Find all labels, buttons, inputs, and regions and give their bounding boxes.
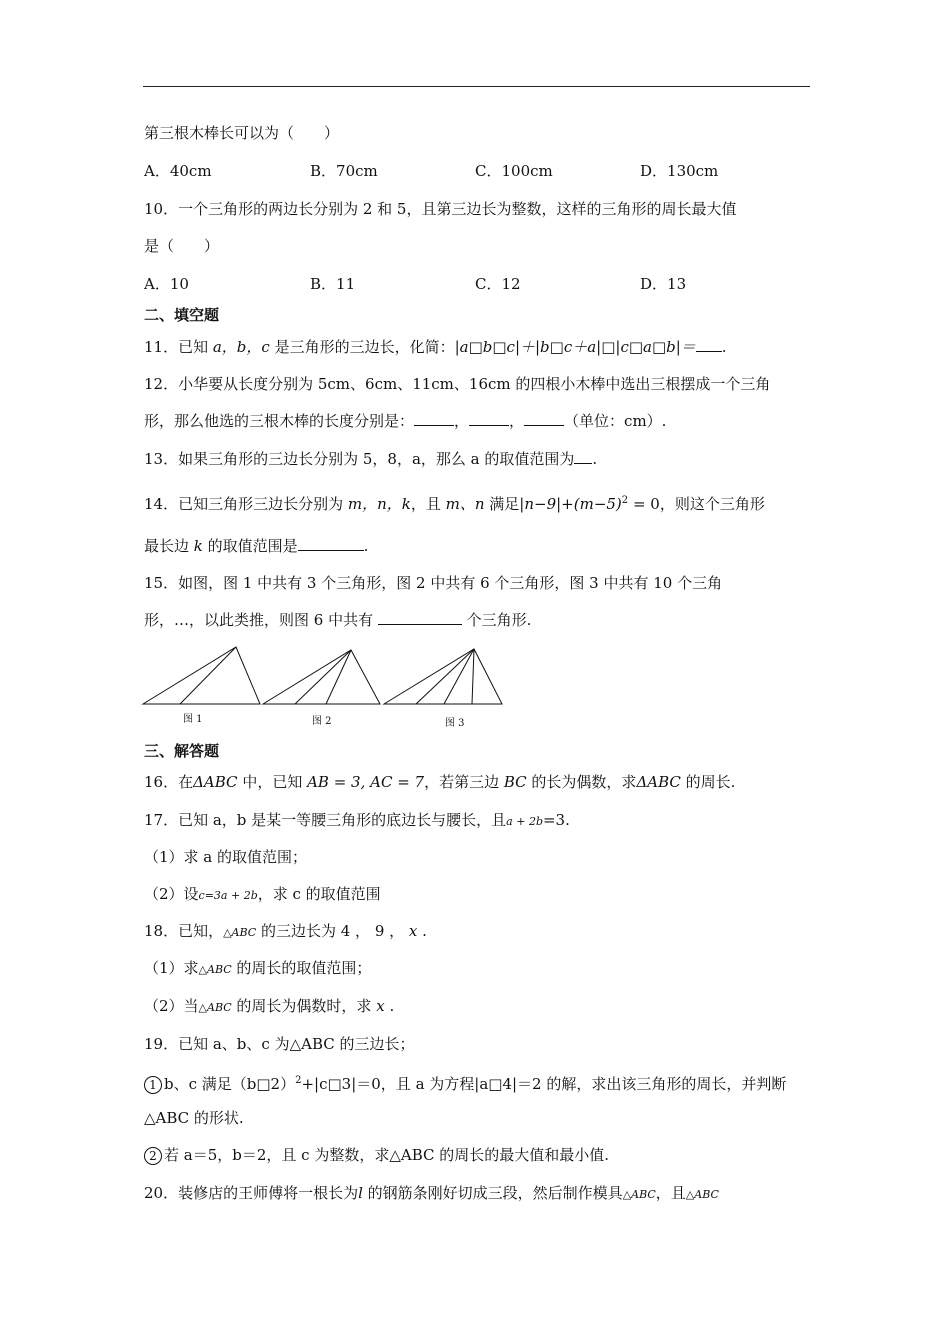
- figure-2-label: 图 2: [312, 716, 332, 727]
- q14-var-k: k: [193, 537, 203, 555]
- q9-option-d: D．130cm: [640, 162, 719, 180]
- q19-part2-text: 若 a＝5，b＝2，且 c 为整数，求△ABC 的周长的最大值和最小值.: [164, 1146, 610, 1164]
- q16-a: 16．在: [144, 773, 194, 791]
- q16-b: 中，已知: [237, 773, 308, 791]
- figure-2: [263, 650, 380, 704]
- q12-text: 形，那么他选的三根木棒的长度分别是：: [144, 412, 415, 430]
- q15-line2-a: 形，…，以此类推，则图 6 中共有: [144, 611, 378, 629]
- q13-suffix: .: [592, 450, 598, 468]
- q11-middle: 是三角形的三边长，化简：: [269, 338, 455, 356]
- figure-1-outline: [143, 647, 260, 704]
- q14-a: 14．已知三角形三边长分别为: [144, 495, 348, 513]
- q19-part2-marker: 2: [144, 1147, 162, 1165]
- q15-line2-b: 个三角形.: [461, 611, 532, 629]
- q18-sub2-a: （2）当: [144, 997, 199, 1015]
- q18-sub2: [144, 996, 394, 1018]
- q18-a: 18．已知，: [144, 922, 224, 940]
- q15-answer-blank: [378, 610, 462, 625]
- q18-sub2-b: 的周长为偶数时，求: [231, 997, 377, 1015]
- q18-sub1-b: 的周长的取值范围；: [231, 959, 372, 977]
- q14-line1: [144, 491, 765, 514]
- q9-option-a: A．40cm: [144, 162, 212, 180]
- q9-option-b: B．70cm: [310, 162, 378, 180]
- q16-side-bc: BC: [503, 773, 527, 791]
- q17-sub2-a: （2）设: [144, 885, 199, 903]
- q17-sub2: [144, 884, 381, 906]
- q10-stem-line2: 是（ ）: [144, 237, 220, 255]
- q20: [144, 1183, 719, 1205]
- q14-expression: |n−9|+(m−5): [519, 495, 622, 513]
- q18: [144, 921, 427, 943]
- q20-c: ，且: [655, 1184, 686, 1202]
- q11-vars: a，b，c: [212, 338, 270, 356]
- q10-option-d: D．13: [640, 275, 687, 293]
- q11-expression: |a□b□c|＋|b□c＋a|□|c□a□b|＝: [454, 338, 696, 356]
- q10-option-b: B．11: [310, 275, 356, 293]
- q18-triangle: △ABC: [223, 926, 257, 939]
- q14-line2-b: 的取值范围是: [202, 537, 298, 555]
- q18-sub1: [144, 958, 371, 980]
- q12-sep-1: ，: [454, 412, 470, 430]
- q11: [144, 337, 727, 357]
- q15-line1: 15．如图，图 1 中共有 3 个三角形，图 2 中共有 6 个三角形，图 3 中共有 10 个三角: [144, 574, 723, 592]
- q12-sep-2: ，: [509, 412, 525, 430]
- q14-line2-a: 最长边: [144, 537, 194, 555]
- q20-triangle: △ABC: [622, 1188, 656, 1201]
- q14-line2-c: .: [363, 537, 369, 555]
- q16-triangle-2: ΔABC: [636, 773, 681, 791]
- q16-triangle: ΔABC: [193, 773, 238, 791]
- q12-blank-3: [524, 411, 564, 426]
- q17-b: =3.: [542, 811, 570, 829]
- q16-d: 的长为偶数，求: [526, 773, 637, 791]
- q17-sub2-expression: c=3a + 2b: [198, 889, 258, 902]
- figure-2-cevian-1: [295, 650, 351, 704]
- q12-line1: 12．小华要从长度分别为 5cm、6cm、11cm、16cm 的四根小木棒中选出三根摆成一个三角: [144, 375, 771, 393]
- section-fill-in-title: 二、填空题: [144, 306, 220, 324]
- q10-option-a: A．10: [144, 275, 189, 293]
- q14-b: ，且: [410, 495, 446, 513]
- q19-part1-a: b、c 满足（b□2）: [164, 1075, 296, 1093]
- q16-e: 的周长.: [680, 773, 736, 791]
- q18-sub2-triangle: △ABC: [198, 1001, 232, 1014]
- q17-expression: a + 2b: [506, 815, 543, 828]
- q18-sub2-c: .: [384, 997, 395, 1015]
- figure-1: [143, 647, 260, 704]
- q20-triangle-2: △ABC: [685, 1188, 719, 1201]
- q17-sub1: （1）求 a 的取值范围；: [144, 848, 308, 866]
- q13: [144, 449, 597, 469]
- q15-line2: [144, 610, 531, 630]
- q14-vars2: m、n: [445, 495, 485, 513]
- q9-option-c: C．100cm: [475, 162, 553, 180]
- q18-sub1-a: （1）求: [144, 959, 199, 977]
- q11-suffix: .: [721, 338, 727, 356]
- q19-part1-line2: △ABC 的形状.: [144, 1109, 244, 1127]
- figure-3-cevian-1: [416, 649, 474, 704]
- q12-line2: [144, 411, 666, 431]
- figure-2-outline: [263, 650, 380, 704]
- figure-1-cevian: [180, 647, 236, 704]
- q11-prefix: 11．已知: [144, 338, 213, 356]
- q16-condition: AB = 3, AC = 7: [307, 773, 425, 791]
- q16-c: ，若第三边: [424, 773, 504, 791]
- q18-sub1-triangle: △ABC: [198, 963, 232, 976]
- q18-x: x: [408, 922, 418, 940]
- q19-part1-exponent: 2: [295, 1075, 302, 1086]
- q20-l: l: [358, 1184, 363, 1202]
- q14-expression-tail: = 0: [628, 495, 660, 513]
- q14-exponent: 2: [621, 495, 629, 506]
- q19-part2: [144, 1145, 609, 1165]
- q10-stem-line1: 10．一个三角形的两边长分别为 2 和 5，且第三边长为整数，这样的三角形的周长最大值: [144, 200, 737, 218]
- q19-part1-b: +|c□3|＝0，且 a 为方程|a□4|＝2 的解，求出该三角形的周长，并判断: [301, 1075, 787, 1093]
- q17-a: 17．已知 a，b 是某一等腰三角形的底边长与腰长，且: [144, 811, 507, 829]
- figure-3-label: 图 3: [445, 718, 465, 729]
- q14-d: ，则这个三角形: [659, 495, 765, 513]
- q18-c: .: [417, 922, 427, 940]
- q12-blank-1: [414, 411, 454, 426]
- figure-3-cevian-2: [444, 649, 474, 704]
- q13-answer-blank: [574, 449, 592, 464]
- q14-line2: [144, 536, 368, 556]
- figure-3-outline: [384, 649, 502, 704]
- q17: [144, 810, 570, 832]
- q9-stem: 第三根木棒长可以为（ ）: [144, 124, 340, 142]
- header-rule: [143, 86, 810, 87]
- q19-part1-marker: 1: [144, 1076, 162, 1094]
- q14-c: 满足: [484, 495, 520, 513]
- q19-part1: [144, 1071, 786, 1094]
- section-answer-title: 三、解答题: [144, 742, 220, 760]
- figure-1-label: 图 1: [183, 714, 203, 725]
- q18-sub2-x: x: [376, 997, 385, 1015]
- q18-b: 的三边长为 4 ， 9 ，: [256, 922, 409, 940]
- figure-3-cevian-3: [472, 649, 474, 704]
- q16: [144, 772, 735, 792]
- q14-vars: m，n，k: [347, 495, 411, 513]
- q10-option-c: C．12: [475, 275, 521, 293]
- q12-unit: （单位：cm）.: [564, 412, 667, 430]
- q17-sub2-b: ，求 c 的取值范围: [257, 885, 381, 903]
- q11-answer-blank: [696, 337, 722, 352]
- figure-3: [384, 649, 502, 704]
- q13-text: 13．如果三角形的三边长分别为 5，8，a，那么 a 的取值范围为: [144, 450, 575, 468]
- q19-stem: 19．已知 a、b、c 为△ABC 的三边长；: [144, 1035, 415, 1053]
- q14-answer-blank: [298, 536, 364, 551]
- q20-b: 的钢筋条刚好切成三段，然后制作模具: [362, 1184, 623, 1202]
- q20-a: 20．装修店的王师傅将一根长为: [144, 1184, 359, 1202]
- q12-blank-2: [469, 411, 509, 426]
